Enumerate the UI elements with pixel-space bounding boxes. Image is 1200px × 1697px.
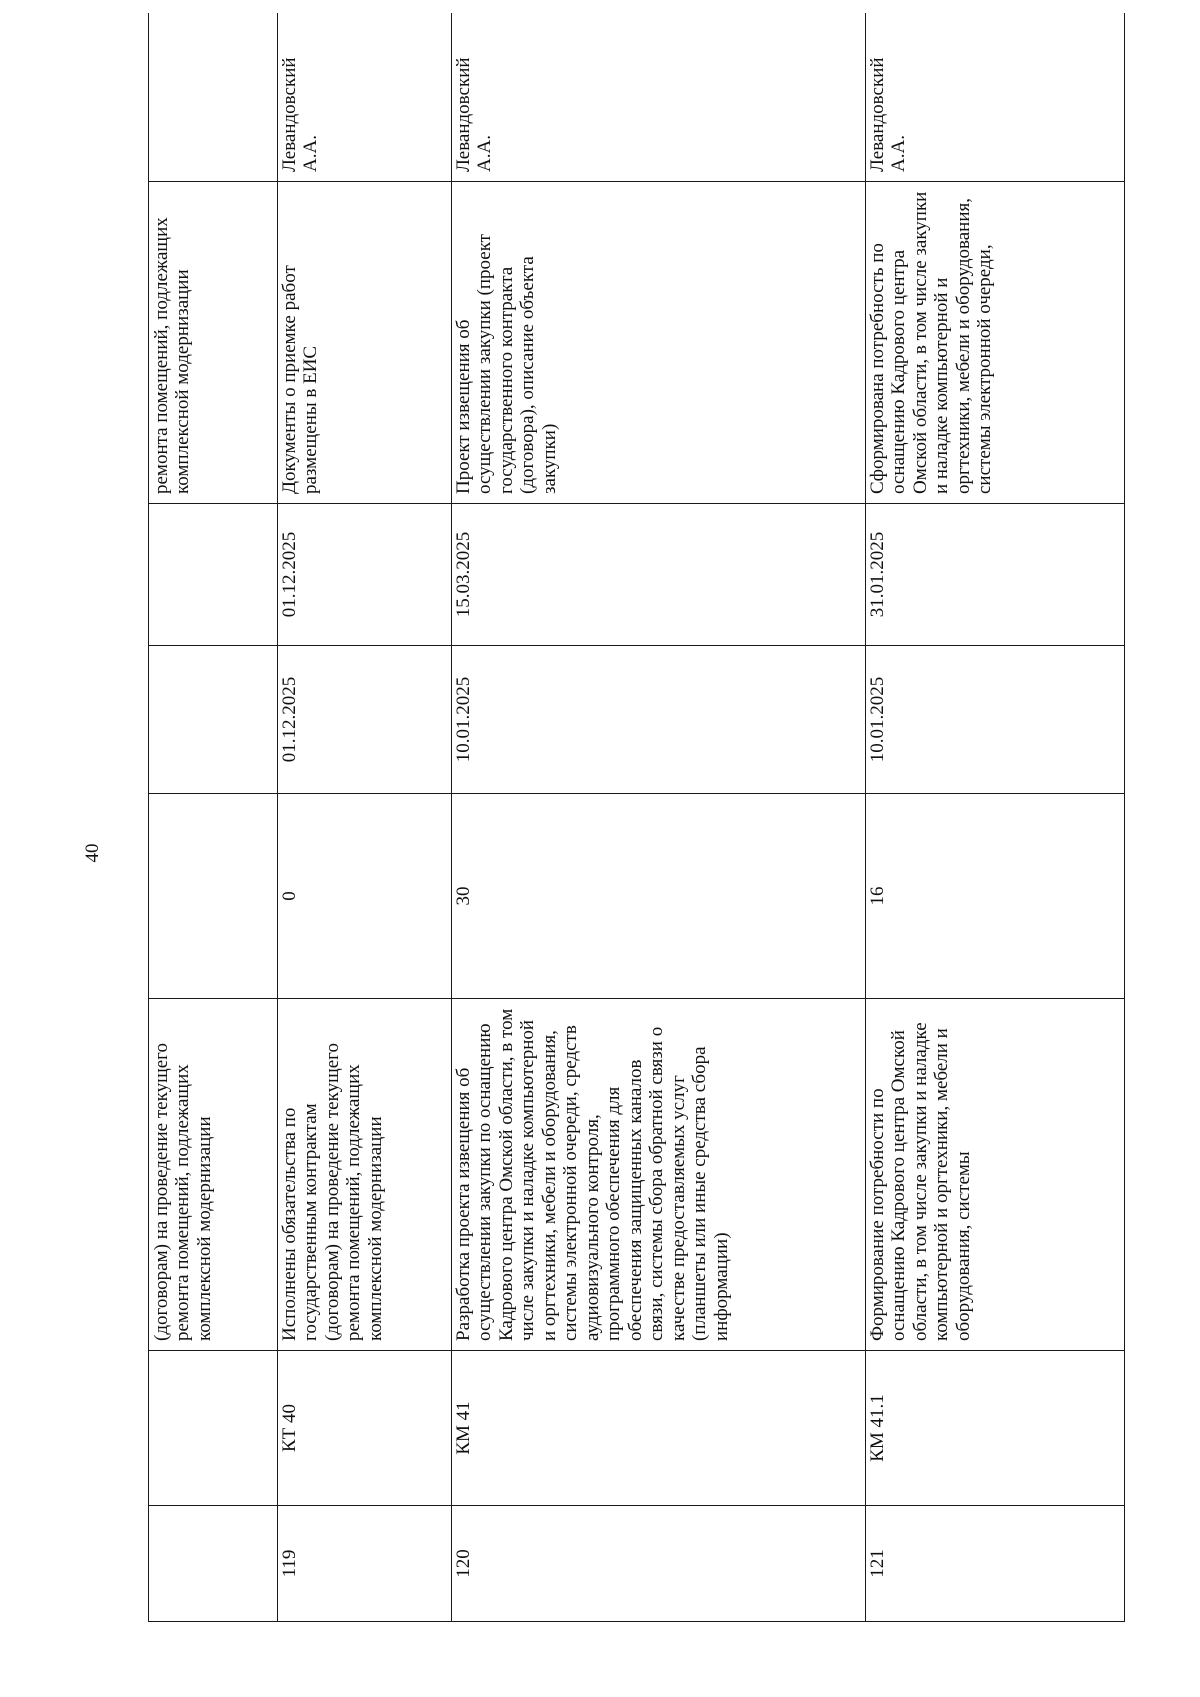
table-row <box>277 13 452 1621</box>
schedule-table <box>148 13 1125 1622</box>
cell-responsible: Левандовский А.А. <box>279 57 322 172</box>
cell-code <box>149 1350 277 1505</box>
cell-code: КТ 40 <box>277 1350 451 1505</box>
cell-duration: 30 <box>451 793 865 998</box>
cell-start-date: 10.01.2025 <box>451 645 865 793</box>
cell-result: Сформирована потребность по оснащению Кадрового центра Омской области, в том числе закупки и наладке компьютерной и оргтехники, мебели и оборудования, системы электронной очереди, <box>865 181 1124 503</box>
cell-description: (договорам) на проведение текущего ремонта помещений, подлежащих комплексной модернизации <box>149 998 277 1350</box>
table-row <box>451 13 866 1621</box>
cell-num: 119 <box>277 1505 451 1621</box>
cell-start-date <box>149 645 277 793</box>
cell-end-date: 15.03.2025 <box>451 503 865 645</box>
cell-code: КМ 41 <box>451 1350 865 1505</box>
table-row <box>865 13 1124 1621</box>
table-row-continued <box>149 13 278 1621</box>
cell-description: Формирование потребности по оснащению Кадрового центра Омской области, в том числе закупки и наладке компьютерной и оргтехники, мебели и оборудования, системы <box>865 998 1124 1350</box>
cell-description: Исполнены обязательства по государственным контрактам (договорам) на проведение текущего ремонта помещений, подлежащих комплексной модернизации <box>277 998 451 1350</box>
cell-code: КМ 41.1 <box>865 1350 1124 1505</box>
cell-responsible <box>149 13 277 181</box>
cell-result: Документы о приемке работ размещены в ЕИС <box>277 181 451 503</box>
cell-duration: 16 <box>865 793 1124 998</box>
page-number: 40 <box>82 843 103 863</box>
cell-duration: 0 <box>277 793 451 998</box>
cell-result: Проект извещения об осуществлении закупки (проект государственного контракта (договора), описание объекта закупки) <box>451 181 865 503</box>
cell-start-date: 10.01.2025 <box>865 645 1124 793</box>
cell-duration <box>149 793 277 998</box>
cell-num: 121 <box>865 1505 1124 1621</box>
cell-num <box>149 1505 277 1621</box>
cell-responsible: Левандовский А.А. <box>867 57 910 172</box>
cell-description: Разработка проекта извещения об осуществлении закупки по оснащению Кадрового центра Омской области, в том числе закупки и наладке компьютерной и оргтехники, мебели и оборудования, системы электронной очереди, средств аудиовизуального контроля, программного обеспечения для обеспечения защищенных каналов связи, системы сбора обратной связи о качестве предоставляемых услуг (планшеты или иные средства сбора информации) <box>451 998 865 1350</box>
cell-end-date: 01.12.2025 <box>277 503 451 645</box>
cell-start-date: 01.12.2025 <box>277 645 451 793</box>
cell-num: 120 <box>451 1505 865 1621</box>
cell-end-date <box>149 503 277 645</box>
cell-end-date: 31.01.2025 <box>865 503 1124 645</box>
cell-responsible: Левандовский А.А. <box>453 57 496 172</box>
cell-result: ремонта помещений, подлежащих комплексной модернизации <box>149 181 277 503</box>
